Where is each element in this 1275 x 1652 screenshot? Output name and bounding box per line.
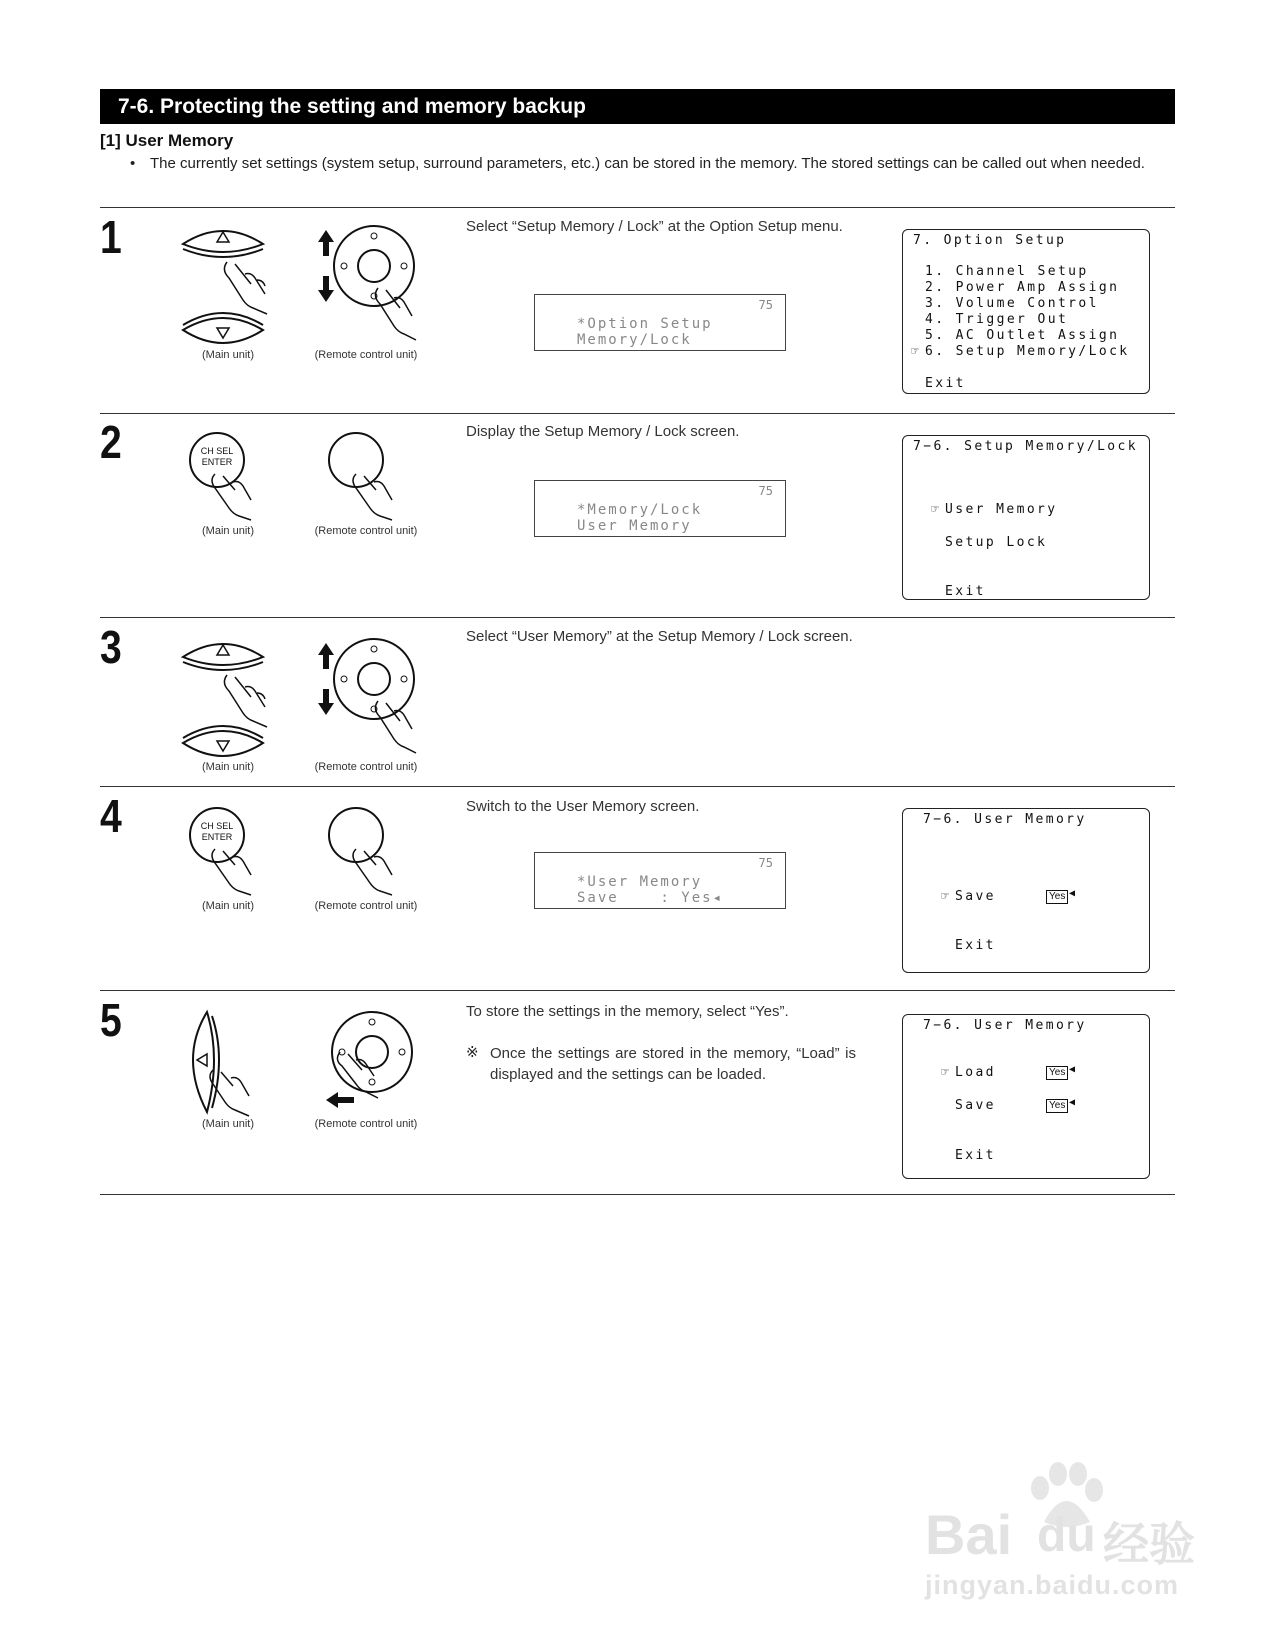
remote-cursor-pad-updown-illustration xyxy=(310,635,430,763)
osd-title: 7−6. Setup Memory/Lock xyxy=(913,439,1138,454)
osd-exit: Exit xyxy=(945,584,986,599)
lcd-channel: 75 xyxy=(758,298,773,312)
remote-enter-button-illustration xyxy=(320,805,420,897)
divider xyxy=(100,617,1175,618)
watermark-brand-2: du xyxy=(1037,1509,1096,1562)
left-arrow-icon: ◀ xyxy=(1069,888,1076,899)
osd-menu-item-selected: 6. Setup Memory/Lock xyxy=(925,344,1130,359)
remote-caption: (Remote control unit) xyxy=(314,761,418,773)
remote-cursor-pad-updown-illustration xyxy=(310,222,430,350)
main-unit-caption: (Main unit) xyxy=(202,525,254,537)
step-description: To store the settings in the memory, select “Yes”. xyxy=(466,1003,789,1020)
osd-yes-value: Yes xyxy=(1046,890,1068,904)
osd-screen-user-memory-load xyxy=(902,1014,1150,1179)
main-unit-up-down-buttons-illustration xyxy=(175,635,285,763)
section-title-bar xyxy=(100,89,1175,124)
enter-label: ENTER xyxy=(201,832,233,842)
step-number: 2 xyxy=(100,416,122,468)
main-unit-up-down-buttons-illustration xyxy=(175,222,285,350)
pointing-hand-cursor-icon: ☞ xyxy=(941,889,949,904)
lcd-line-1: *User Memory xyxy=(577,874,703,890)
lcd-line-1: *Option Setup xyxy=(577,316,713,332)
remote-caption: (Remote control unit) xyxy=(314,525,418,537)
step-description: Select “User Memory” at the Setup Memory / Lock screen. xyxy=(466,628,853,645)
lcd-channel: 75 xyxy=(758,484,773,498)
divider xyxy=(100,207,1175,208)
enter-label: ENTER xyxy=(201,457,233,467)
step-number: 3 xyxy=(100,621,122,673)
main-unit-caption: (Main unit) xyxy=(202,900,254,912)
remote-cursor-pad-left-illustration xyxy=(320,1008,430,1126)
osd-menu-item-selected: Load xyxy=(955,1065,996,1080)
front-display-lcd xyxy=(534,480,786,537)
osd-menu-item: 2. Power Amp Assign xyxy=(925,280,1120,295)
main-unit-caption: (Main unit) xyxy=(202,761,254,773)
divider xyxy=(100,990,1175,991)
osd-screen-option-setup xyxy=(902,229,1150,394)
lcd-channel: 75 xyxy=(758,856,773,870)
osd-title: 7−6. User Memory xyxy=(923,1018,1087,1033)
main-unit-caption: (Main unit) xyxy=(202,349,254,361)
ch-sel-label: CH SEL xyxy=(200,821,234,831)
pointing-hand-cursor-icon: ☞ xyxy=(911,344,919,359)
watermark-cn: 经验 xyxy=(1103,1518,1195,1570)
osd-title: 7. Option Setup xyxy=(913,233,1067,248)
step-number: 1 xyxy=(100,211,122,263)
left-arrow-icon: ◀ xyxy=(1069,1097,1076,1108)
lcd-line-2: Save : Yes◂ xyxy=(577,890,724,906)
watermark-brand: Bai xyxy=(925,1503,1013,1566)
lcd-line-2: User Memory xyxy=(577,518,692,534)
main-unit-left-button-illustration xyxy=(185,1008,285,1126)
section-title: 7-6. Protecting the setting and memory backup xyxy=(118,95,586,118)
main-unit-enter-button-illustration xyxy=(185,805,285,897)
step-note: Once the settings are stored in the memory, “Load” is displayed and the settings can be loaded. xyxy=(490,1045,856,1083)
osd-menu-item: Save xyxy=(955,1098,996,1113)
osd-menu-item-selected: User Memory xyxy=(945,502,1058,517)
divider xyxy=(100,786,1175,787)
osd-menu-item: 5. AC Outlet Assign xyxy=(925,328,1120,343)
osd-menu-item: 4. Trigger Out xyxy=(925,312,1069,327)
osd-screen-setup-memory-lock xyxy=(902,435,1150,600)
osd-menu-item: Setup Lock xyxy=(945,535,1048,550)
osd-exit: Exit xyxy=(955,938,996,953)
intro-paragraph xyxy=(130,153,1175,174)
baidu-watermark xyxy=(925,1460,1215,1600)
main-unit-caption: (Main unit) xyxy=(202,1118,254,1130)
intro-text: The currently set settings (system setup, surround parameters, etc.) can be stored in the memory. The stored settings can be called out when needed. xyxy=(150,155,1145,172)
step-number: 4 xyxy=(100,790,122,842)
ch-sel-label: CH SEL xyxy=(200,446,234,456)
step-number: 5 xyxy=(100,994,122,1046)
step-description: Display the Setup Memory / Lock screen. xyxy=(466,423,740,440)
remote-enter-button-illustration xyxy=(320,430,420,522)
note-mark: ※ xyxy=(466,1044,479,1061)
remote-caption: (Remote control unit) xyxy=(314,900,418,912)
osd-exit: Exit xyxy=(955,1148,996,1163)
subsection-title: [1] User Memory xyxy=(100,131,234,150)
osd-menu-item-selected: Save xyxy=(955,889,996,904)
remote-caption: (Remote control unit) xyxy=(314,349,418,361)
step-description: Select “Setup Memory / Lock” at the Option Setup menu. xyxy=(466,218,843,235)
front-display-lcd xyxy=(534,852,786,909)
osd-menu-item: 3. Volume Control xyxy=(925,296,1099,311)
pointing-hand-cursor-icon: ☞ xyxy=(941,1065,949,1080)
lcd-line-2: Memory/Lock xyxy=(577,332,692,348)
left-arrow-icon: ◀ xyxy=(1069,1064,1076,1075)
bullet: • xyxy=(130,155,136,172)
step-description: Switch to the User Memory screen. xyxy=(466,798,700,815)
osd-screen-user-memory xyxy=(902,808,1150,973)
osd-menu-item: 1. Channel Setup xyxy=(925,264,1089,279)
osd-exit: Exit xyxy=(925,376,966,391)
pointing-hand-cursor-icon: ☞ xyxy=(931,502,939,517)
watermark-url: jingyan.baidu.com xyxy=(925,1570,1180,1600)
osd-title: 7−6. User Memory xyxy=(923,812,1087,827)
osd-yes-value: Yes xyxy=(1046,1099,1068,1113)
divider xyxy=(100,413,1175,414)
main-unit-enter-button-illustration xyxy=(185,430,285,522)
lcd-line-1: *Memory/Lock xyxy=(577,502,703,518)
remote-caption: (Remote control unit) xyxy=(314,1118,418,1130)
osd-yes-value: Yes xyxy=(1046,1066,1068,1080)
front-display-lcd xyxy=(534,294,786,351)
divider xyxy=(100,1194,1175,1195)
